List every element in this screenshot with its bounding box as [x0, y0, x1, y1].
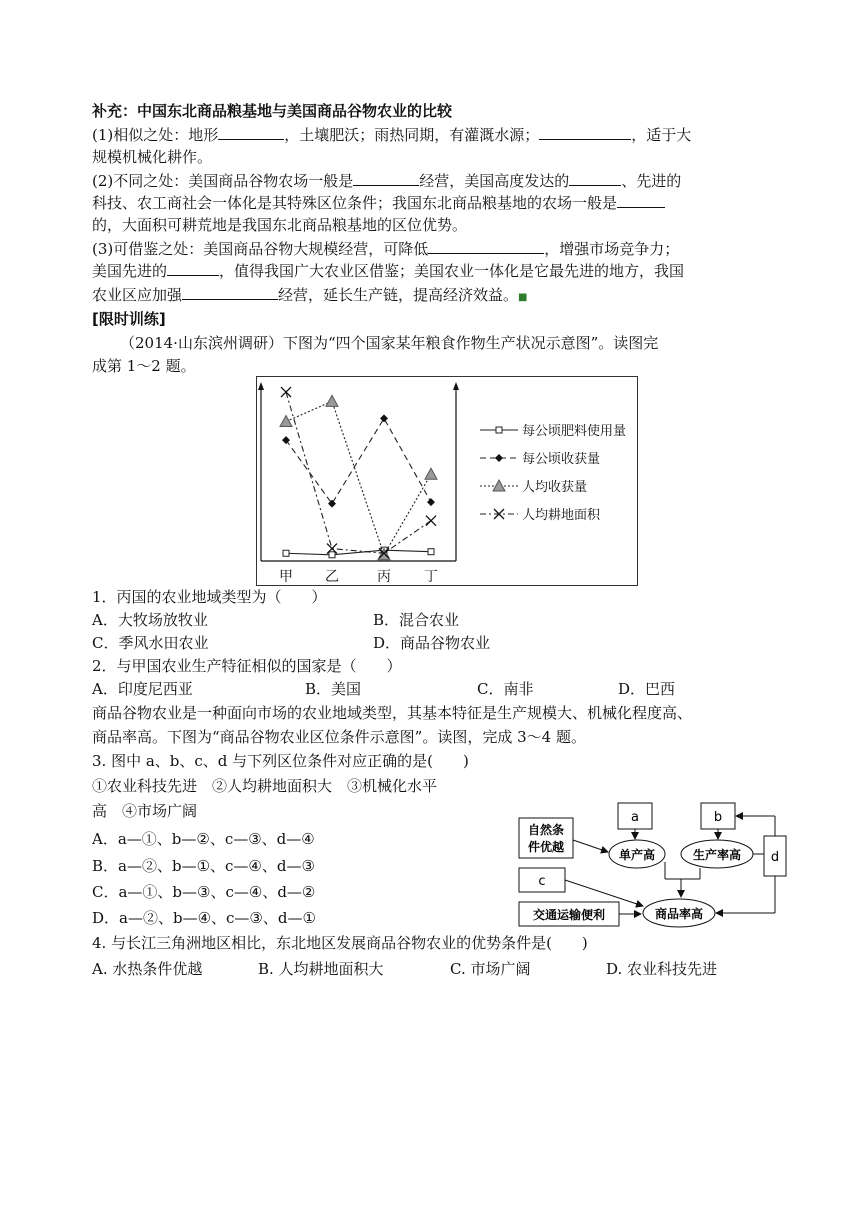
question-4: 4. 与长江三角洲地区相比，东北地区发展商品谷物农业的优势条件是( ) [92, 934, 588, 952]
point-fertilizer-1 [329, 552, 335, 558]
point-fertilizer-0 [283, 550, 289, 556]
supplement-line-5: 的，大面积可耕荒地是我国东北商品粮基地的区位优势。 [92, 216, 468, 234]
training-intro-line-2: 成第 1～2 题。 [92, 357, 196, 375]
question-2: 2．与甲国农业生产特征相似的国家是（ ） [92, 657, 402, 675]
q3-option-d[interactable]: D．a—②、b—④、c—③、d—① [92, 909, 316, 927]
x-tick-label-3: 丁 [424, 569, 438, 585]
supplement-line-2: 规模机械化耕作。 [92, 148, 213, 166]
legend-label-farmland-per-capita: 人均耕地面积 [522, 508, 601, 523]
supplement-line-1: (1)相似之处：地形 ，土壤肥沃；雨热同期，有灌溉水源； ，适于大 [92, 126, 692, 144]
supplement-line-8: 农业区应加强 经营，延长生产链，提高经济效益。■ [92, 286, 528, 304]
label-high-productivity: 生产率高 [692, 848, 742, 862]
arrow-natural-to-yield [573, 840, 608, 852]
grain-production-chart [256, 376, 638, 586]
q3-conditions-line-2: 高 ④市场广阔 [92, 802, 198, 820]
answer-blank[interactable] [182, 285, 278, 300]
answer-blank[interactable] [617, 193, 665, 208]
legend-marker-fertilizer [496, 427, 502, 433]
passage-line-2: 商品率高。下图为“商品谷物农业区位条件示意图”。读图，完成 3～4 题。 [92, 728, 586, 746]
location-conditions-diagram [515, 796, 795, 930]
q2-option-c[interactable]: C．南非 [477, 680, 534, 698]
q1-option-c[interactable]: C．季风水田农业 [92, 634, 209, 652]
answer-blank[interactable] [167, 261, 219, 276]
training-heading: [限时训练] [92, 310, 166, 328]
q3-conditions-line-1: ①农业科技先进 ②人均耕地面积大 ③机械化水平 [92, 777, 438, 795]
q3-option-c[interactable]: C．a—①、b—③、c—④、d—② [92, 883, 316, 901]
q3-option-b[interactable]: B．a—②、b—①、c—④、d—③ [92, 857, 315, 875]
label-high-yield: 单产高 [618, 848, 656, 862]
q3-option-a[interactable]: A．a—①、b—②、c—③、d—④ [92, 830, 315, 848]
answer-blank[interactable] [218, 125, 284, 140]
answer-blank[interactable] [569, 171, 621, 186]
answer-blank[interactable] [539, 125, 631, 140]
label-b: b [713, 810, 723, 825]
label-transport: 交通运输便利 [532, 908, 606, 922]
supplement-line-7: 美国先进的 ，值得我国广大农业区借鉴；美国农业一体化是它最先进的地方，我国 [92, 262, 685, 280]
x-tick-label-0: 甲 [279, 569, 293, 585]
q2-option-a[interactable]: A．印度尼西亚 [92, 680, 193, 698]
legend-label-fertilizer: 每公顷肥料使用量 [522, 424, 627, 439]
supplement-title: 补充：中国东北商品粮基地与美国商品谷物农业的比较 [92, 102, 453, 120]
passage-line-1: 商品谷物农业是一种面向市场的农业地域类型，其基本特征是生产规模大、机械化程度高、 [92, 704, 693, 722]
point-fertilizer-3 [428, 549, 434, 555]
q4-option-b[interactable]: B. 人均耕地面积大 [258, 960, 384, 978]
x-tick-label-1: 乙 [325, 569, 339, 585]
q1-option-a[interactable]: A．大牧场放牧业 [92, 611, 208, 629]
question-1: 1．丙国的农业地域类型为（ ） [92, 588, 327, 606]
q4-option-a[interactable]: A. 水热条件优越 [92, 960, 203, 978]
q4-option-d[interactable]: D. 农业科技先进 [606, 960, 718, 978]
q2-option-d[interactable]: D．巴西 [618, 680, 676, 698]
label-a: a [631, 810, 639, 825]
supplement-line-3: (2)不同之处：美国商品谷物农场一般是 经营，美国高度发达的 、先进的 [92, 172, 682, 190]
label-c: c [538, 874, 546, 889]
decorative-dot: ■ [518, 292, 528, 303]
legend-label-yield-per-ha: 每公顷收获量 [522, 452, 601, 467]
label-high-commodity: 商品率高 [654, 907, 704, 921]
label-d: d [770, 850, 780, 865]
label-natural-2: 件优越 [527, 840, 565, 854]
supplement-line-4: 科技、农工商社会一体化是其特殊区位条件；我国东北商品粮基地的农场一般是 [92, 192, 665, 214]
q1-option-b[interactable]: B．混合农业 [373, 611, 460, 629]
q2-option-b[interactable]: B．美国 [305, 680, 362, 698]
supplement-line-6: (3)可借鉴之处：美国商品谷物大规模经营，可降低 ，增强市场竞争力； [92, 240, 680, 258]
answer-blank[interactable] [353, 171, 419, 186]
x-tick-label-2: 丙 [377, 569, 391, 585]
answer-blank[interactable] [428, 239, 544, 254]
training-intro-line-1: （2014·山东滨州调研）下图为“四个国家某年粮食作物生产状况示意图”。读图完 [120, 334, 659, 352]
question-3: 3. 图中 a、b、c、d 与下列区位条件对应正确的是( ) [92, 752, 469, 770]
q1-option-d[interactable]: D．商品谷物农业 [373, 634, 491, 652]
legend-label-yield-per-capita: 人均收获量 [522, 480, 588, 495]
label-natural-1: 自然条 [527, 823, 565, 837]
q4-option-c[interactable]: C. 市场广阔 [450, 960, 531, 978]
